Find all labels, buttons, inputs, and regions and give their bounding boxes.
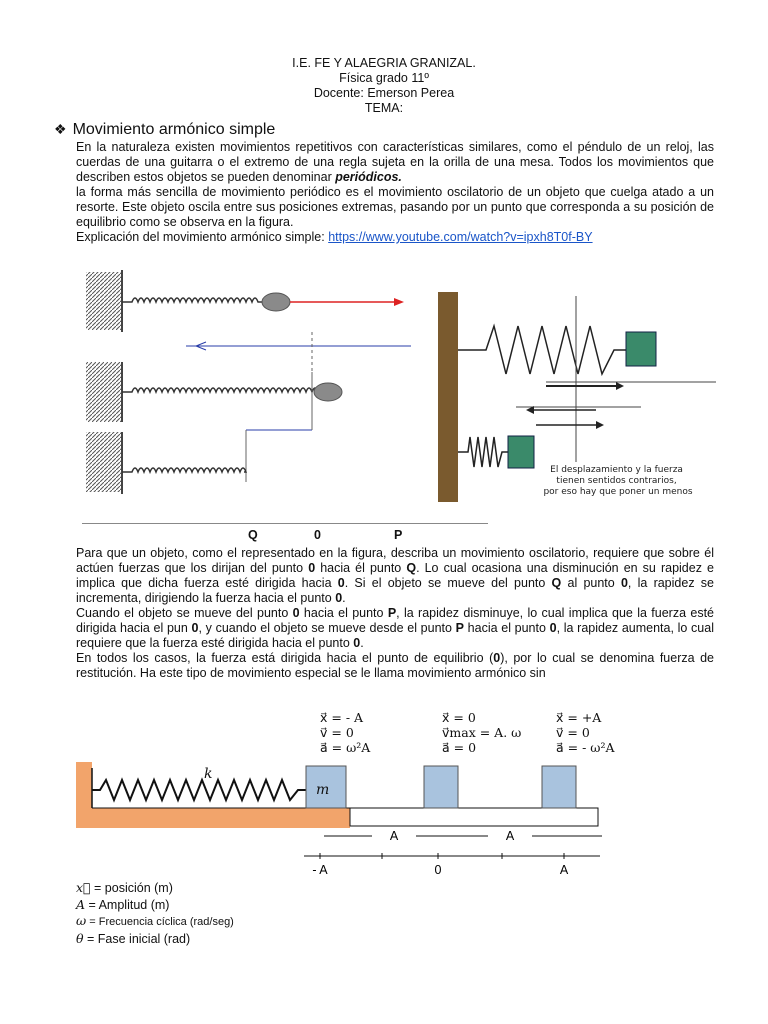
legend-item-position: x⃗ = posición (m)	[76, 880, 173, 895]
eq-mid-v: v⃗max = A. ω	[442, 725, 522, 740]
figure-note: El desplazamiento y la fuerza tienen sentidos contrarios, por eso hay que poner un menos	[543, 465, 693, 497]
school-name: I.E. FE Y ALAEGRIA GRANIZAL.	[292, 56, 476, 70]
eq-right-a: a⃗ = - ω²A	[556, 740, 615, 755]
teacher-name: Docente: Emerson Perea	[313, 86, 455, 100]
equations-middle	[442, 710, 521, 755]
diamond-bullet-icon: ❖	[54, 121, 67, 137]
block-upper	[626, 332, 656, 366]
spring-figure	[76, 262, 716, 524]
topic-label: TEMA:	[364, 101, 404, 115]
eq-right-x: x⃗ = +A	[556, 710, 602, 725]
explanation-paragraph-3: En todos los casos, la fuerza está dirigida hacia el punto de equilibrio (0), por lo cual se denomina fuerza de restitución. Ha este tipo de movimiento especial se le llama movimiento armónico sin	[76, 651, 714, 680]
eq-left-a: a⃗ = ω²A	[320, 740, 371, 755]
intro-paragraph-2: la forma más sencilla de movimiento periódico es el movimiento oscilatorio de un objeto que cuelga atado a un resorte. Este objeto oscila entre sus posiciones extremas, pasando por un punto que corresponda a su posición de equilibrio como se observa en la figura.	[76, 185, 714, 229]
eq-mid-x: x⃗ = 0	[442, 710, 476, 725]
axis-label-zero: 0	[434, 863, 442, 877]
orange-floor	[76, 808, 350, 828]
spring-3	[122, 468, 246, 472]
section-title: ❖ Movimiento armónico simple	[54, 121, 276, 138]
point-q-label: Q	[248, 528, 258, 542]
eq-right-v: v⃗ = 0	[556, 725, 590, 740]
point-0-label: 0	[314, 528, 321, 542]
spring-zigzag	[92, 780, 306, 800]
block-lower	[508, 436, 534, 468]
point-p-label: P	[394, 528, 403, 542]
eq-left-v: v⃗ = 0	[320, 725, 354, 740]
legend-item-frequency: ω = Frecuencia cíclica (rad/seg)	[76, 913, 234, 928]
wooden-wall	[438, 292, 458, 502]
intro-paragraph-1: En la naturaleza existen movimientos repetitivos con características similares, como el péndulo de un reloj, las cuerdas de una guitarra o el extremo de una regla sujeta en la orilla de una mesa. Todos los movimientos que describen estos objetos se pueden denominar periódicos.	[76, 140, 714, 184]
mass-1	[262, 293, 290, 311]
mass-label: m	[316, 782, 330, 798]
equations-right	[556, 710, 615, 755]
amplitude-label-right: A	[505, 829, 515, 843]
wall-hatch-3	[86, 432, 122, 492]
variable-legend	[76, 880, 234, 947]
legend-item-phase: θ = Fase inicial (rad)	[76, 930, 191, 946]
legend-item-amplitude: A = Amplitud (m)	[76, 896, 170, 912]
youtube-link[interactable]: https://www.youtube.com/watch?v=ipxh8T0f-BY	[328, 230, 593, 244]
intro-paragraph-3: Explicación del movimiento armónico simple: https://www.youtube.com/watch?v=ipxh8T0f-BY	[76, 230, 593, 244]
explanation-paragraph-1: Para que un objeto, como el representado en la figura, describa un movimiento oscilatorio, requiere que sobre él actúen fuerzas que los dirijan del punto 0 hacia él punto Q. Lo cual ocasiona una disminución en su rapidez e implica que dicha fuerza esté dirigida hacia 0. Si el objeto se mueve del punto Q al punto 0, la rapidez se incrementa, dirigiendo la fuerza hacia el punto 0.	[76, 546, 714, 605]
zigzag-spring-lower	[458, 437, 508, 467]
axis-label-minus-a: - A	[312, 863, 328, 877]
course-name: Física grado 11º	[339, 71, 429, 85]
axis-label-a: A	[559, 863, 569, 877]
document-header	[0, 56, 768, 116]
spring-2	[122, 388, 336, 392]
amplitude-label-left: A	[389, 829, 399, 843]
eq-left-x: x⃗ = - A	[320, 710, 364, 725]
explanation-text	[76, 546, 714, 681]
mass-block-middle	[424, 766, 458, 808]
mass-2	[314, 383, 342, 401]
zigzag-spring-upper	[458, 326, 626, 374]
mass-block-right	[542, 766, 576, 808]
spring-1	[122, 298, 262, 302]
wall-hatch-2	[86, 362, 122, 422]
equations-left	[320, 710, 370, 755]
wall-hatch-1	[86, 272, 122, 330]
intro-text	[76, 140, 714, 245]
eq-mid-a: a⃗ = 0	[442, 740, 477, 755]
spring-constant-label: k	[204, 766, 213, 782]
mass-spring-figure	[76, 758, 606, 878]
explanation-paragraph-2: Cuando el objeto se mueve del punto 0 hacia el punto P, la rapidez disminuye, lo cual implica que la fuerza esté dirigida hacia el pun 0, y cuando el objeto se mueve desde el punto P hacia el punto 0, la rapidez aumenta, lo cual requiere que la fuerza esté dirigida hacia el punto 0.	[76, 606, 714, 650]
